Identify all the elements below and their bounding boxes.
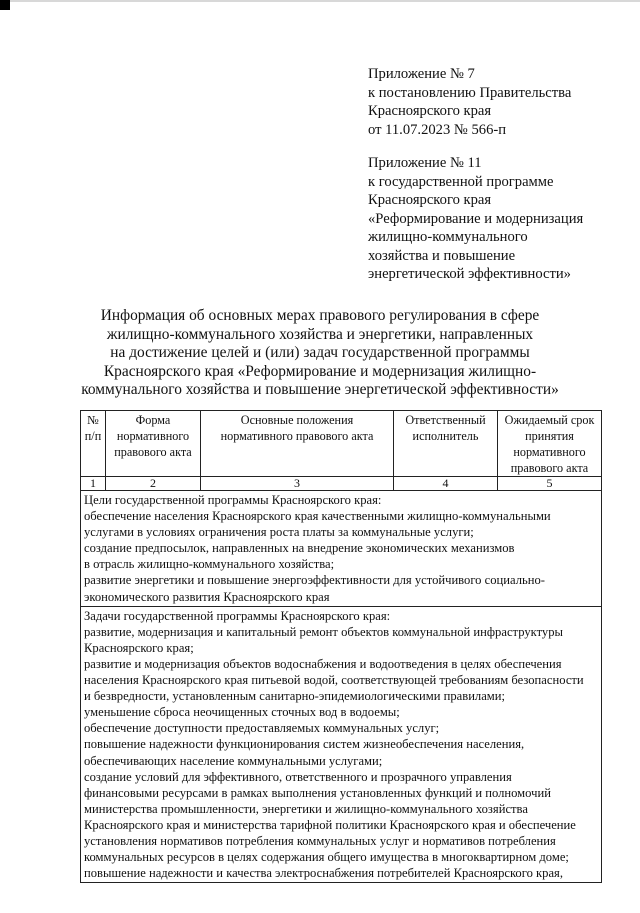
appendix-7-line: к постановлению Правительства — [368, 84, 572, 101]
appendix-7-line: Красноярского края — [368, 103, 492, 119]
header-line: Ожидаемый срок — [504, 413, 595, 427]
appendix-11-line: «Реформирование и модернизация — [368, 210, 584, 227]
tasks-line: установления нормативов потребления коммунальных услуг и нормативов потребления — [84, 833, 556, 848]
goals-line: обеспечение населения Красноярского края качественными жилищно-коммунальными — [84, 509, 551, 524]
tasks-line: развитие и модернизация объектов водоснабжения и водоотведения в целях обеспечения — [84, 656, 562, 671]
tasks-line: и безвредности, установленным санитарно-эпидемиологическими правилами; — [84, 689, 506, 704]
header-cell-form — [106, 411, 201, 477]
column-number-cell: 5 — [498, 477, 602, 491]
goals-line: Цели государственной программы Красноярского края: — [84, 493, 382, 507]
header-line: п/п — [84, 429, 102, 443]
appendix-11-line: к государственной программе — [368, 173, 554, 190]
goals-cell — [81, 491, 602, 607]
scan-edge — [0, 0, 640, 2]
header-line: нормативного — [116, 429, 190, 443]
column-number-cell: 4 — [394, 477, 498, 491]
appendix-11-block — [368, 154, 583, 284]
scan-corner-mark — [0, 0, 10, 10]
header-line: правового акта — [114, 445, 192, 459]
tasks-line: коммунальных ресурсов в целях содержания общего имущества в многоквартирном доме; — [84, 850, 569, 865]
header-line: правового акта — [510, 461, 589, 475]
tasks-line: создание условий для эффективного, ответственного и прозрачного управления — [84, 769, 512, 784]
header-cell-deadline — [498, 411, 602, 477]
header-cell-number — [81, 411, 106, 477]
appendix-11-line: Приложение № 11 — [368, 155, 482, 171]
tasks-line: уменьшение сброса неочищенных сточных вод в водоемы; — [84, 705, 400, 720]
appendix-7-line: Приложение № 7 — [368, 66, 475, 82]
goals-line: экономического развития Красноярского края — [84, 589, 330, 604]
column-number-cell: 2 — [106, 477, 201, 491]
tasks-line: Красноярского края; — [84, 640, 194, 655]
header-line: № — [87, 413, 99, 427]
tasks-line: финансовыми ресурсами в рамках выполнения установленных функций и полномочий — [84, 785, 551, 800]
column-number-cell: 3 — [201, 477, 394, 491]
appendix-7-block — [368, 65, 571, 139]
header-line: принятия — [525, 429, 574, 443]
tasks-line: Задачи государственной программы Красноярского края: — [84, 608, 391, 623]
appendix-11-line: Красноярского края — [368, 192, 492, 208]
goals-line: развитие энергетики и повышение энергоэффективности для устойчивого социально- — [84, 573, 545, 588]
column-number-cell: 1 — [81, 477, 106, 491]
tasks-cell — [81, 606, 602, 883]
document-title — [0, 307, 640, 400]
appendix-11-line: хозяйства и повышение — [368, 247, 516, 264]
header-line: Форма — [135, 413, 171, 427]
header-line: Основные положения — [240, 413, 354, 427]
appendix-11-line: жилищно-коммунального — [368, 229, 528, 245]
goals-line: услугами в условиях ограничения роста платы за коммунальные услуги; — [84, 525, 474, 540]
tasks-line: обеспечение доступности предоставляемых коммунальных услуг; — [84, 721, 440, 736]
tasks-line: министерства промышленности, энергетики и жилищно-коммунального хозяйства — [84, 801, 528, 816]
goals-line: в отрасль жилищно-коммунального хозяйства; — [84, 557, 335, 572]
header-line: нормативного правового акта — [220, 429, 374, 443]
tasks-line: обеспечивающих население коммунальными услугами; — [84, 753, 383, 768]
header-line: нормативного — [513, 445, 586, 459]
table-tasks-row — [81, 606, 602, 883]
tasks-line: повышение надежности функционирования систем жизнеобеспечения населения, — [84, 737, 525, 752]
goals-line: создание предпосылок, направленных на внедрение экономических механизмов — [84, 541, 515, 556]
appendix-7-line: от 11.07.2023 № 566-п — [368, 121, 507, 138]
header-line: Ответственный — [405, 413, 486, 427]
title-line: коммунального хозяйства и повышение энергетической эффективности» — [81, 381, 559, 399]
title-line: на достижение целей и (или) задач государственной программы — [110, 344, 530, 362]
measures-table — [80, 410, 602, 883]
tasks-line: населения Красноярского края питьевой водой, соответствующей требованиям безопасности — [84, 673, 584, 688]
title-line: Красноярского края «Реформирование и модернизация жилищно- — [103, 362, 537, 380]
title-line: жилищно-коммунального хозяйства и энергетики, направленных — [106, 325, 534, 343]
tasks-line: развитие, модернизация и капитальный ремонт объектов коммунальной инфраструктуры — [84, 624, 563, 639]
header-line: исполнитель — [412, 429, 479, 443]
table-number-row — [81, 477, 602, 491]
title-line: Информация об основных мерах правового регулирования в сфере — [100, 307, 540, 324]
header-cell-provisions — [201, 411, 394, 477]
tasks-line: Красноярского края и министерства тарифной политики Красноярского края и обеспечение — [84, 817, 576, 832]
table-goals-row — [81, 491, 602, 607]
tasks-line: повышение надежности и качества электроснабжения потребителей Красноярского края, — [84, 866, 563, 881]
table-header-row — [81, 411, 602, 477]
appendix-11-line: энергетической эффективности» — [368, 266, 571, 282]
header-cell-executor — [394, 411, 498, 477]
